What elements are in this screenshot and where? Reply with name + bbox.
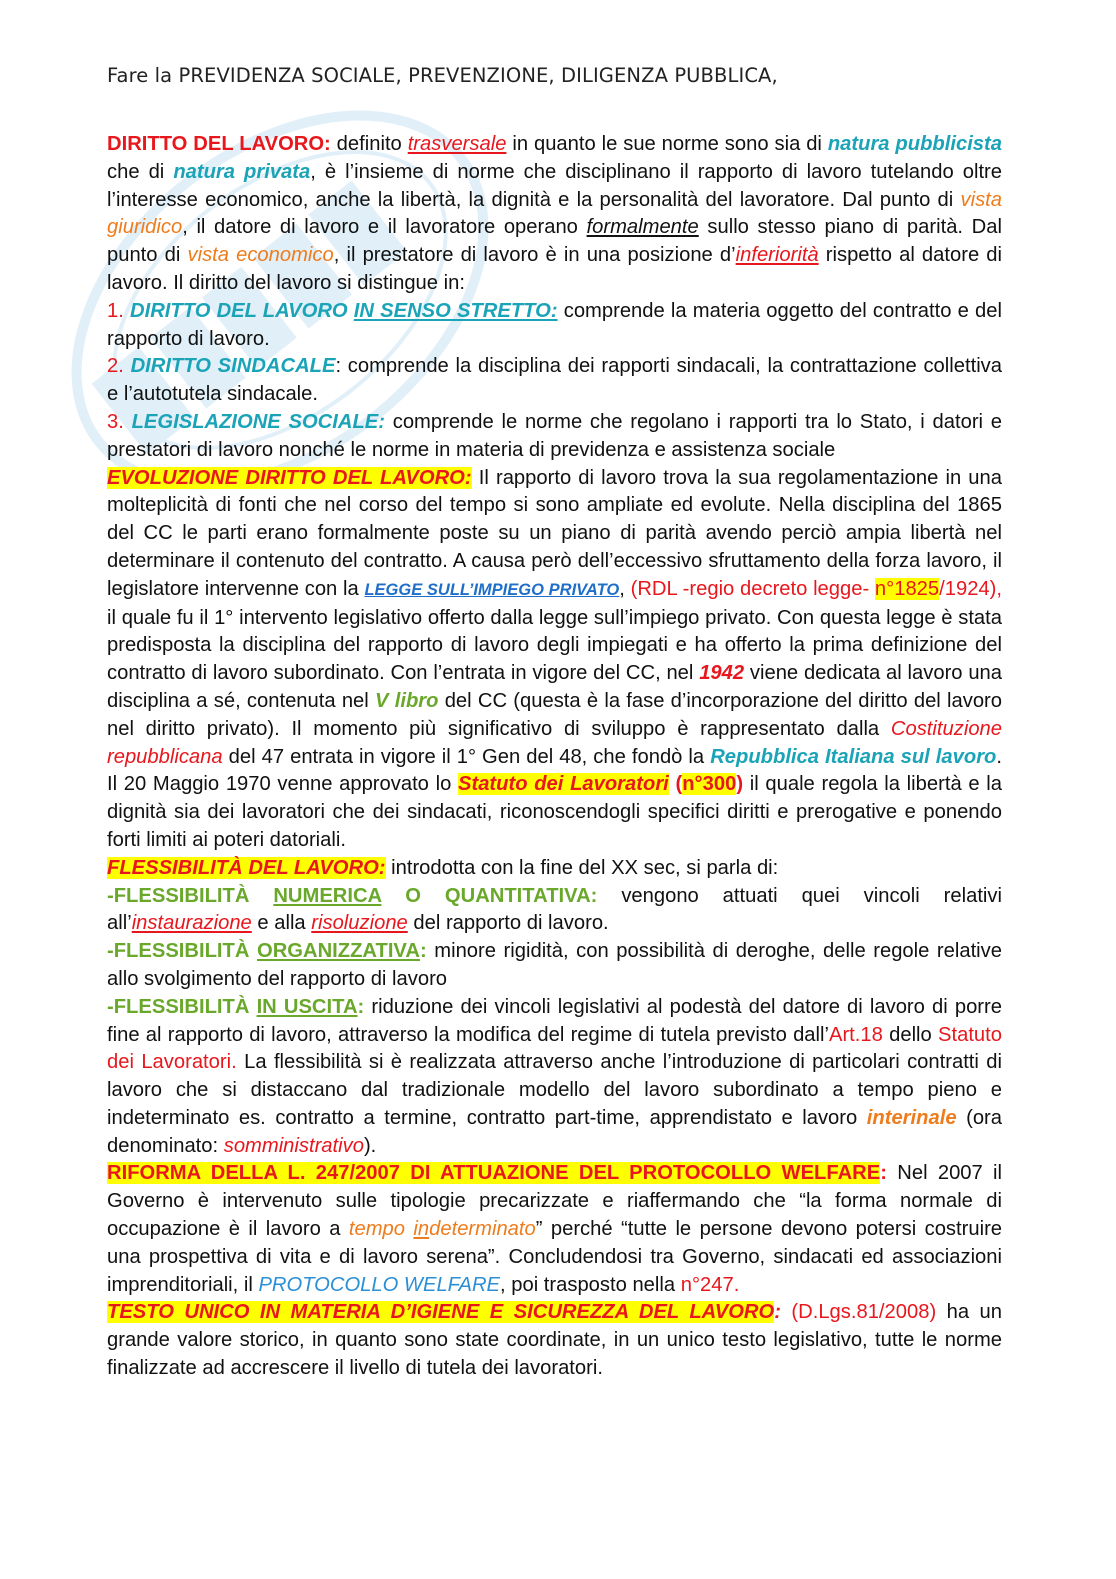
text: del 47 entrata in vigore il 1° Gen del 48, che fondò la <box>222 745 711 768</box>
flex-term: : <box>419 940 427 963</box>
term-natura-privata: natura privata <box>173 160 311 183</box>
term-tempo: tempo <box>348 1218 414 1241</box>
text: del rapporto di lavoro. <box>407 912 609 935</box>
text: rispetto al datore di lavoro. Il diritto del lavoro si distingue in: <box>107 244 1003 294</box>
list-number: 3. <box>107 410 132 433</box>
text-rdl: (RDL -regio decreto legge- <box>630 577 875 600</box>
text: vengono attuati quei vincoli relativi all’ <box>107 884 1002 935</box>
text: che di <box>107 160 174 183</box>
text: comprende le norme che regolano i rapporti tra lo Stato, i datori e prestatori di lavoro nonché le norme in materia di previdenza e assistenza sociale <box>107 410 1003 461</box>
list-item <box>107 298 1002 354</box>
text: : <box>880 1162 887 1185</box>
term-v-libro: V libro <box>375 689 439 712</box>
flex-term-underlined: NUMERICA <box>273 884 382 907</box>
term-vista-economico: vista economico <box>187 244 334 267</box>
flex-term: -FLESSIBILITÀ <box>107 884 274 907</box>
text: , il datore di lavoro e il lavoratore operano <box>182 216 587 239</box>
heading-evoluzione: EVOLUZIONE DIRITTO DEL LAVORO: <box>107 466 472 489</box>
list-term: DIRITTO DEL LAVORO <box>130 299 354 322</box>
list-item <box>107 353 1002 409</box>
paragraph-diritto-lavoro <box>107 131 1002 298</box>
text: il quale regola la libertà e la dignità sia dei lavoratori che dei sindacati, riconoscendogli specifici diritti e prerogative e ponendo forti limiti ai poteri datoriali. <box>107 773 1002 851</box>
term-costituzione: Costituzione repubblicana <box>107 717 1002 768</box>
text: del CC (questa è la fase d’incorporazione del diritto del lavoro nel diritto privato). Il momento più significativo di sviluppo è rappresentato dalla <box>107 689 1003 740</box>
term-determinato: determinato <box>429 1218 536 1241</box>
text: . Il 20 Maggio 1970 venne approvato lo <box>107 745 1003 796</box>
text: definito <box>330 133 408 155</box>
text: La flessibilità si è realizzata attraverso anche l’introduzione di particolari contratti di lavoro che si distaccano dal tradizionale modello del lavoro subordinato a tempo pieno e indeterminato es. contratto a termine, contratto part-time, apprendistato e lavoro <box>107 1051 1002 1129</box>
text: il quale fu il 1° intervento legislativo offerto dalla legge sull’impiego privato. Con questa legge è stata predisposta la disciplina del rapporto di lavoro degli impiegati e ha offerto la prima definizione del contratto di lavoro subordinato. Con l’entrata in vigore del CC, nel <box>107 606 1002 685</box>
text: e alla <box>251 912 312 935</box>
flex-item <box>107 883 1002 939</box>
term-interinale: interinale <box>866 1106 957 1129</box>
text: minore rigidità, con possibilità di deroghe, delle regole relative allo svolgimento del rapporto di lavoro <box>107 940 1002 990</box>
text: , il prestatore di lavoro è in una posizione d’ <box>333 244 736 267</box>
term-vista-giuridico: vista giuridico <box>107 188 1002 239</box>
term-statuto-lavoratori: Statuto dei Lavoratori <box>458 773 669 796</box>
text: comprende la materia oggetto del contratto e del rapporto di lavoro. <box>107 299 1002 350</box>
flex-item <box>107 938 1002 994</box>
text: ( <box>668 773 683 796</box>
text: , è l’insieme di norme che disciplinano il rapporto di lavoro tutelando oltre l’interesse economico, anche la libertà, la dignità e la personalità del lavoratore. Dal punto di <box>107 160 1002 211</box>
term-formalmente: formalmente <box>586 216 699 239</box>
term-inferiorita: inferiorità <box>735 244 819 267</box>
text-1924: /1924), <box>939 577 1002 600</box>
list-item <box>107 409 1002 465</box>
text: in quanto le sue norme sono sia di <box>506 133 828 155</box>
flex-term: O QUANTITATIVA: <box>381 884 598 907</box>
text: : <box>774 1301 781 1324</box>
heading-riforma: RIFORMA DELLA L. 247/2007 DI ATTUAZIONE DEL PROTOCOLLO WELFARE <box>107 1162 881 1185</box>
document-body <box>107 131 1002 1383</box>
term-risoluzione: risoluzione <box>311 912 408 935</box>
text: ). <box>363 1134 377 1157</box>
term-protocollo-welfare: PROTOCOLLO WELFARE <box>258 1273 501 1296</box>
heading-flessibilita: FLESSIBILITÀ DEL LAVORO: <box>107 856 386 879</box>
text-n1825: n°1825 <box>874 577 940 600</box>
flex-term: : <box>357 995 365 1018</box>
text: (ora denominato: <box>107 1106 1002 1157</box>
text: introdotta con la fine del XX sec, si parla di: <box>385 856 779 879</box>
flex-item <box>107 994 1002 1161</box>
term-legge-impiego-privato: LEGGE SULL’IMPIEGO PRIVATO <box>364 580 620 599</box>
heading-testo-unico: TESTO UNICO IN MATERIA D’IGIENE E SICUREZZA DEL LAVORO <box>107 1301 775 1324</box>
text: riduzione dei vincoli legislativi al podestà del datore di lavoro di porre fine al rapporto di lavoro, attraverso la modifica del regime di tutela previsto dall’ <box>107 995 1002 1046</box>
paragraph-flessibilita <box>107 855 1002 883</box>
text: Nel 2007 il Governo è intervenuto sulle tipologie precarizzate e riaffermando che “la forma normale di occupazione è il lavoro a <box>107 1162 1003 1241</box>
list-number: 1. <box>107 299 131 322</box>
term-n247: n°247. <box>680 1273 740 1296</box>
paragraph-testo-unico <box>107 1299 1002 1382</box>
text: dello <box>882 1023 939 1046</box>
term-repubblica: Repubblica Italiana sul lavoro <box>710 745 997 768</box>
term-natura-pubblicista: natura pubblicista <box>827 133 1002 155</box>
list-number: 2. <box>107 355 131 378</box>
term-1942: 1942 <box>699 662 745 685</box>
term-dlgs: (D.Lgs.81/2008) <box>791 1301 937 1324</box>
text: : comprende la disciplina dei rapporti sindacali, la contrattazione collettiva e l’autotutela sindacale. <box>107 355 1003 406</box>
flex-term-underlined: IN USCITA <box>256 995 358 1018</box>
text: Il rapporto di lavoro trova la sua regolamentazione in una molteplicità di fonti che nel corso del tempo si sono ampliate ed evolute. Nella disciplina del 1865 del CC le parti erano formalmente poste su un piano di parità avendo perciò ampia libertà nel determinare il contenuto del contratto. A causa però dell’eccessivo sfruttamento della forza lavoro, il legislatore intervenne con la <box>107 466 1002 600</box>
list-term: DIRITTO SINDACALE <box>130 355 336 378</box>
text: , <box>619 577 631 600</box>
term-trasversale: trasversale <box>407 133 507 155</box>
paragraph-riforma <box>107 1160 1002 1299</box>
term-statuto: Statuto dei Lavoratori. <box>107 1023 1002 1074</box>
text: sullo stesso piano di parità. Dal punto di <box>107 216 1002 267</box>
term-in: in <box>413 1218 430 1241</box>
text: ) <box>736 773 744 796</box>
paragraph-evoluzione <box>107 465 1002 855</box>
text: ha un grande valore storico, in quanto sono state coordinate, in un unico testo legislativo, tutte le norme finalizzate ad accrescere il livello di tutela dei lavoratori. <box>107 1301 1002 1380</box>
flex-term-underlined: ORGANIZZATIVA <box>257 940 420 963</box>
header-line: Fare la PREVIDENZA SOCIALE, PREVENZIONE, DILIGENZA PUBBLICA, <box>107 64 778 87</box>
term-art18: Art.18 <box>828 1023 883 1046</box>
list-term-underlined: IN SENSO STRETTO: <box>353 299 558 322</box>
text: , poi trasposto nella <box>500 1273 681 1296</box>
term-n300: n°300 <box>682 773 737 796</box>
term-instaurazione: instaurazione <box>131 912 252 935</box>
text: ” perché “tutte le persone devono potersi costruire una prospettiva di vita e di lavoro serena”. Concludendosi tra Governo, sindacati ed associazioni imprenditoriali, il <box>107 1218 1003 1296</box>
flex-term: -FLESSIBILITÀ <box>107 995 257 1018</box>
flex-term: -FLESSIBILITÀ <box>107 940 257 963</box>
term-diritto-lavoro: DIRITTO DEL LAVORO: <box>107 133 331 155</box>
text <box>781 1301 791 1323</box>
term-somministrativo: somministrativo <box>223 1134 364 1157</box>
text: viene dedicata al lavoro una disciplina a sé, contenuta nel <box>107 662 1002 712</box>
list-term: LEGISLAZIONE SOCIALE: <box>131 410 385 433</box>
